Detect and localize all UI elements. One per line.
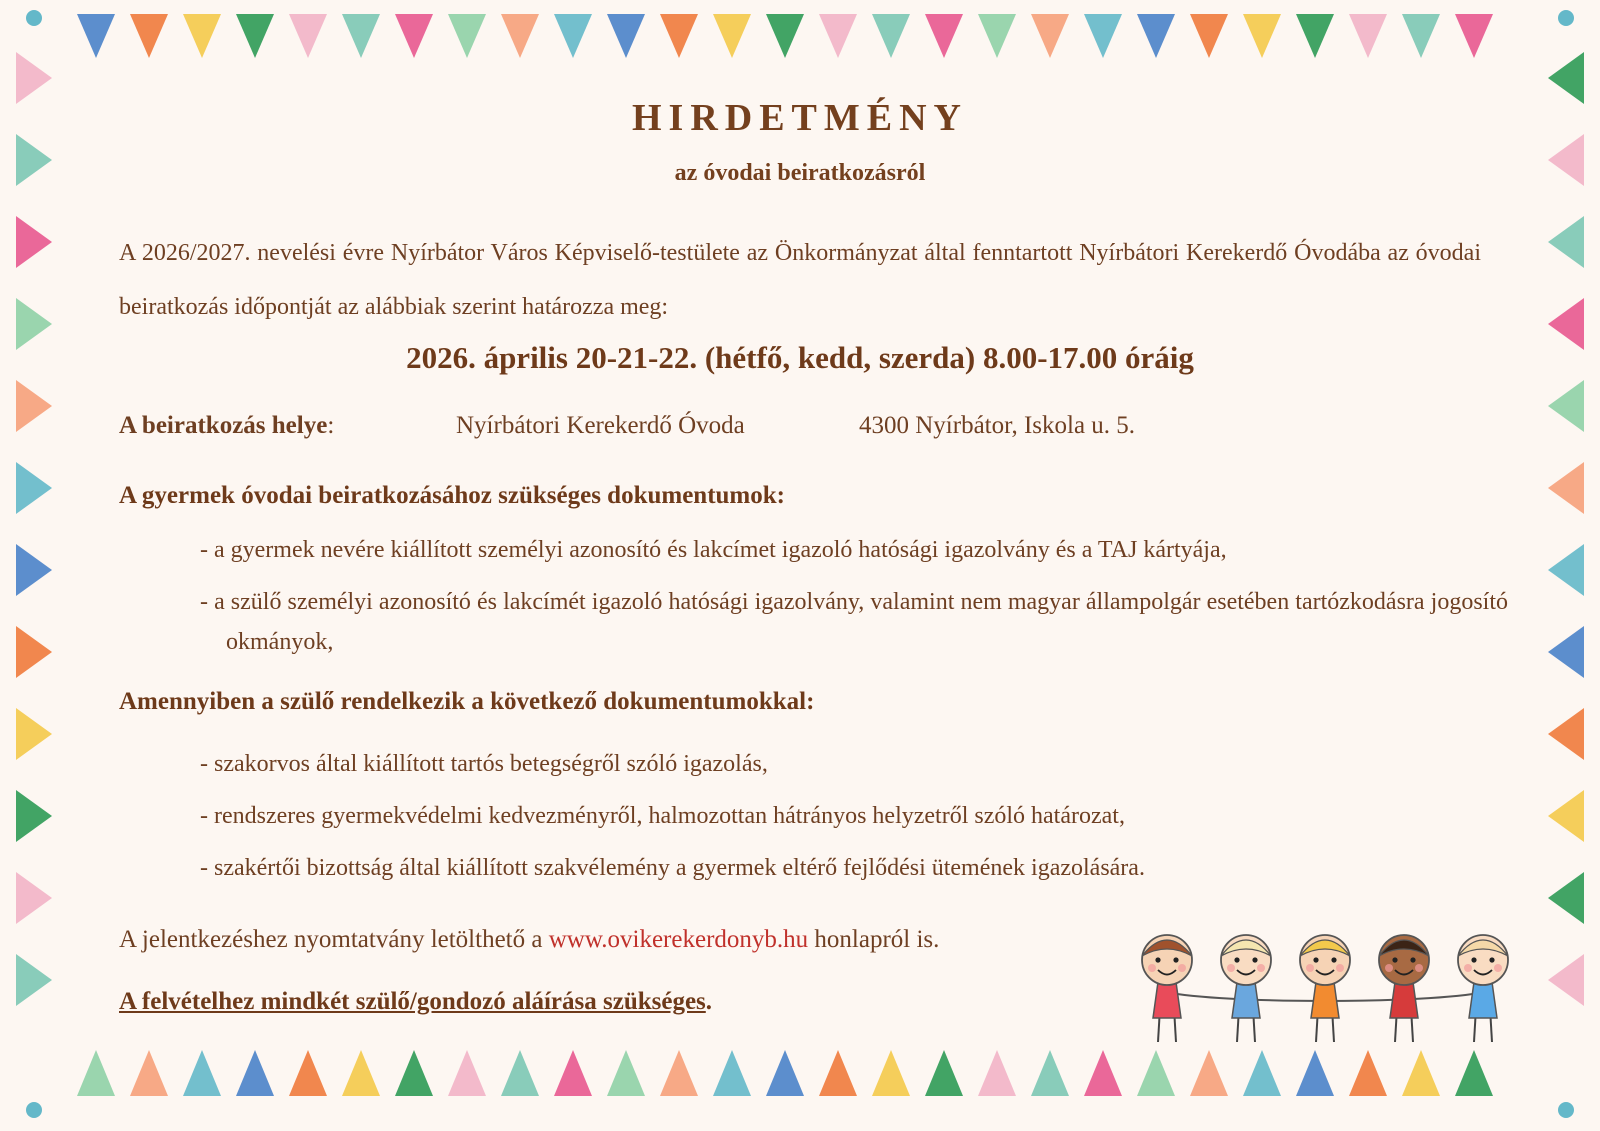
child-shirt [1469, 982, 1497, 1018]
corner-dot [26, 10, 42, 26]
required-docs-heading: A gyermek óvodai beiratkozásához szükséges dokumentumok: [119, 482, 785, 509]
child-cheek [1257, 964, 1265, 972]
bottom-pennant [289, 1050, 327, 1096]
top-pennant [342, 14, 380, 58]
top-pennant [660, 14, 698, 58]
child-eye [1471, 957, 1476, 962]
bottom-pennant [713, 1050, 751, 1096]
top-pennant [1296, 14, 1334, 58]
bottom-pennant [183, 1050, 221, 1096]
child-eye [1489, 957, 1494, 962]
right-pennant [1548, 872, 1584, 924]
top-pennant [872, 14, 910, 58]
top-pennant [1137, 14, 1175, 58]
child-eye [1252, 957, 1257, 962]
left-pennant [16, 216, 52, 268]
left-pennant [16, 954, 52, 1006]
left-pennant [16, 380, 52, 432]
top-pennant [236, 14, 274, 58]
top-pennant [1190, 14, 1228, 58]
download-note [119, 926, 939, 954]
top-pennant [448, 14, 486, 58]
corner-dot [26, 1102, 42, 1118]
top-pennant [1031, 14, 1069, 58]
bottom-pennant [236, 1050, 274, 1096]
top-pennant [925, 14, 963, 58]
bottom-pennant [395, 1050, 433, 1096]
signature-period: . [705, 988, 713, 1015]
child-cheek [1178, 964, 1186, 972]
top-pennant [130, 14, 168, 58]
child-eye [1410, 957, 1415, 962]
optional-doc-item: - szakértői bizottság által kiállított szakvélemény a gyermek eltérő fejlődési ütemének igazolására. [200, 855, 1145, 881]
bottom-pennant [1084, 1050, 1122, 1096]
child-eye [1331, 957, 1336, 962]
top-pennant [554, 14, 592, 58]
right-pennant [1548, 544, 1584, 596]
bottom-pennant [1243, 1050, 1281, 1096]
bottom-pennant [819, 1050, 857, 1096]
child-cheek [1306, 964, 1314, 972]
bottom-pennant [1296, 1050, 1334, 1096]
optional-docs-heading: Amennyiben a szülő rendelkezik a következő dokumentumokkal: [119, 688, 815, 715]
optional-doc-item: - szakorvos által kiállított tartós betegségről szóló igazolás, [200, 751, 768, 777]
corner-dot [1558, 1102, 1574, 1118]
child-cheek [1227, 964, 1235, 972]
right-pennant [1548, 708, 1584, 760]
top-pennant [766, 14, 804, 58]
top-pennant [1455, 14, 1493, 58]
optional-doc-item: - rendszeres gyermekvédelmi kedvezményről, halmozottan hátrányos helyzetről szóló határozat, [200, 803, 1125, 829]
top-pennant [501, 14, 539, 58]
bottom-pennant [1190, 1050, 1228, 1096]
bottom-pennant [554, 1050, 592, 1096]
left-pennant [16, 544, 52, 596]
child-cheek [1415, 964, 1423, 972]
child-shirt [1232, 982, 1260, 1018]
bottom-pennant [1349, 1050, 1387, 1096]
top-pennant [713, 14, 751, 58]
bottom-pennant [607, 1050, 645, 1096]
bottom-pennant [1031, 1050, 1069, 1096]
corner-dot [1558, 10, 1574, 26]
child-cheek [1494, 964, 1502, 972]
top-pennant [77, 14, 115, 58]
left-pennant [16, 462, 52, 514]
required-doc-item: - a gyermek nevére kiállított személyi azonosító és lakcímet igazoló hatósági igazolvány és a TAJ kártyája, [200, 537, 1227, 563]
left-pennant [16, 626, 52, 678]
top-pennant [978, 14, 1016, 58]
bottom-pennant [1137, 1050, 1175, 1096]
bottom-pennant [1402, 1050, 1440, 1096]
child-eye [1392, 957, 1397, 962]
bottom-pennant [501, 1050, 539, 1096]
left-pennant [16, 708, 52, 760]
child-shirt [1153, 982, 1181, 1018]
bottom-pennant [925, 1050, 963, 1096]
bottom-pennant [342, 1050, 380, 1096]
left-pennant [16, 872, 52, 924]
child-eye [1173, 957, 1178, 962]
place-label: A beiratkozás helye [119, 412, 328, 439]
top-pennant [1084, 14, 1122, 58]
child-eye [1313, 957, 1318, 962]
right-pennant [1548, 626, 1584, 678]
bottom-pennant [978, 1050, 1016, 1096]
child-cheek [1464, 964, 1472, 972]
right-pennant [1548, 380, 1584, 432]
left-pennant [16, 790, 52, 842]
top-pennant [1349, 14, 1387, 58]
top-pennant [819, 14, 857, 58]
download-text: A jelentkezéshez nyomtatvány letölthető a [119, 926, 549, 953]
website-link[interactable]: www.ovikerekerdonyb.hu [548, 926, 809, 953]
top-pennant [395, 14, 433, 58]
bottom-pennant [660, 1050, 698, 1096]
top-pennant [183, 14, 221, 58]
intro-paragraph: A 2026/2027. nevelési évre Nyírbátor Város Képviselő-testülete az Önkormányzat által fenntartott Nyírbátori Kerekerdő Óvodába az óvodai beiratkozás időpontját az alábbiak szerint határozza meg: [119, 240, 1481, 320]
place-colon: : [327, 412, 335, 439]
enrollment-place [119, 412, 1419, 440]
child-eye [1234, 957, 1239, 962]
child-eye [1155, 957, 1160, 962]
enrollment-date: 2026. április 20-21-22. (hétfő, kedd, szerda) 8.00-17.00 óráig [406, 340, 1194, 375]
required-doc-item: - a szülő személyi azonosító és lakcímét igazoló hatósági igazolvány, valamint nem magyar állampolgár esetében tartózkodásra jogosító okmányok, [200, 589, 1508, 655]
right-pennant [1548, 462, 1584, 514]
top-pennant [1402, 14, 1440, 58]
top-pennant [1243, 14, 1281, 58]
child-cheek [1336, 964, 1344, 972]
bottom-pennant [872, 1050, 910, 1096]
bottom-pennant [77, 1050, 115, 1096]
top-pennant [289, 14, 327, 58]
child-shirt [1311, 982, 1339, 1018]
children-illustration [1135, 930, 1515, 1050]
place-name: Nyírbátori Kerekerdő Óvoda [456, 412, 745, 439]
bottom-pennant [448, 1050, 486, 1096]
child-shirt [1390, 982, 1418, 1018]
bottom-pennant [766, 1050, 804, 1096]
bottom-pennant [130, 1050, 168, 1096]
download-text-end: honlapról is. [808, 926, 940, 953]
child-cheek [1148, 964, 1156, 972]
right-pennant [1548, 216, 1584, 268]
child-cheek [1385, 964, 1393, 972]
signature-text: A felvételhez mindkét szülő/gondozó aláírása szükséges [119, 988, 706, 1015]
signature-note [119, 988, 712, 1016]
page-title: HIRDETMÉNY [631, 97, 969, 139]
top-pennant [607, 14, 645, 58]
right-pennant [1548, 790, 1584, 842]
bottom-pennant [1455, 1050, 1493, 1096]
page-subtitle: az óvodai beiratkozásról [674, 160, 926, 186]
right-pennant [1548, 954, 1584, 1006]
place-address: 4300 Nyírbátor, Iskola u. 5. [859, 412, 1136, 439]
